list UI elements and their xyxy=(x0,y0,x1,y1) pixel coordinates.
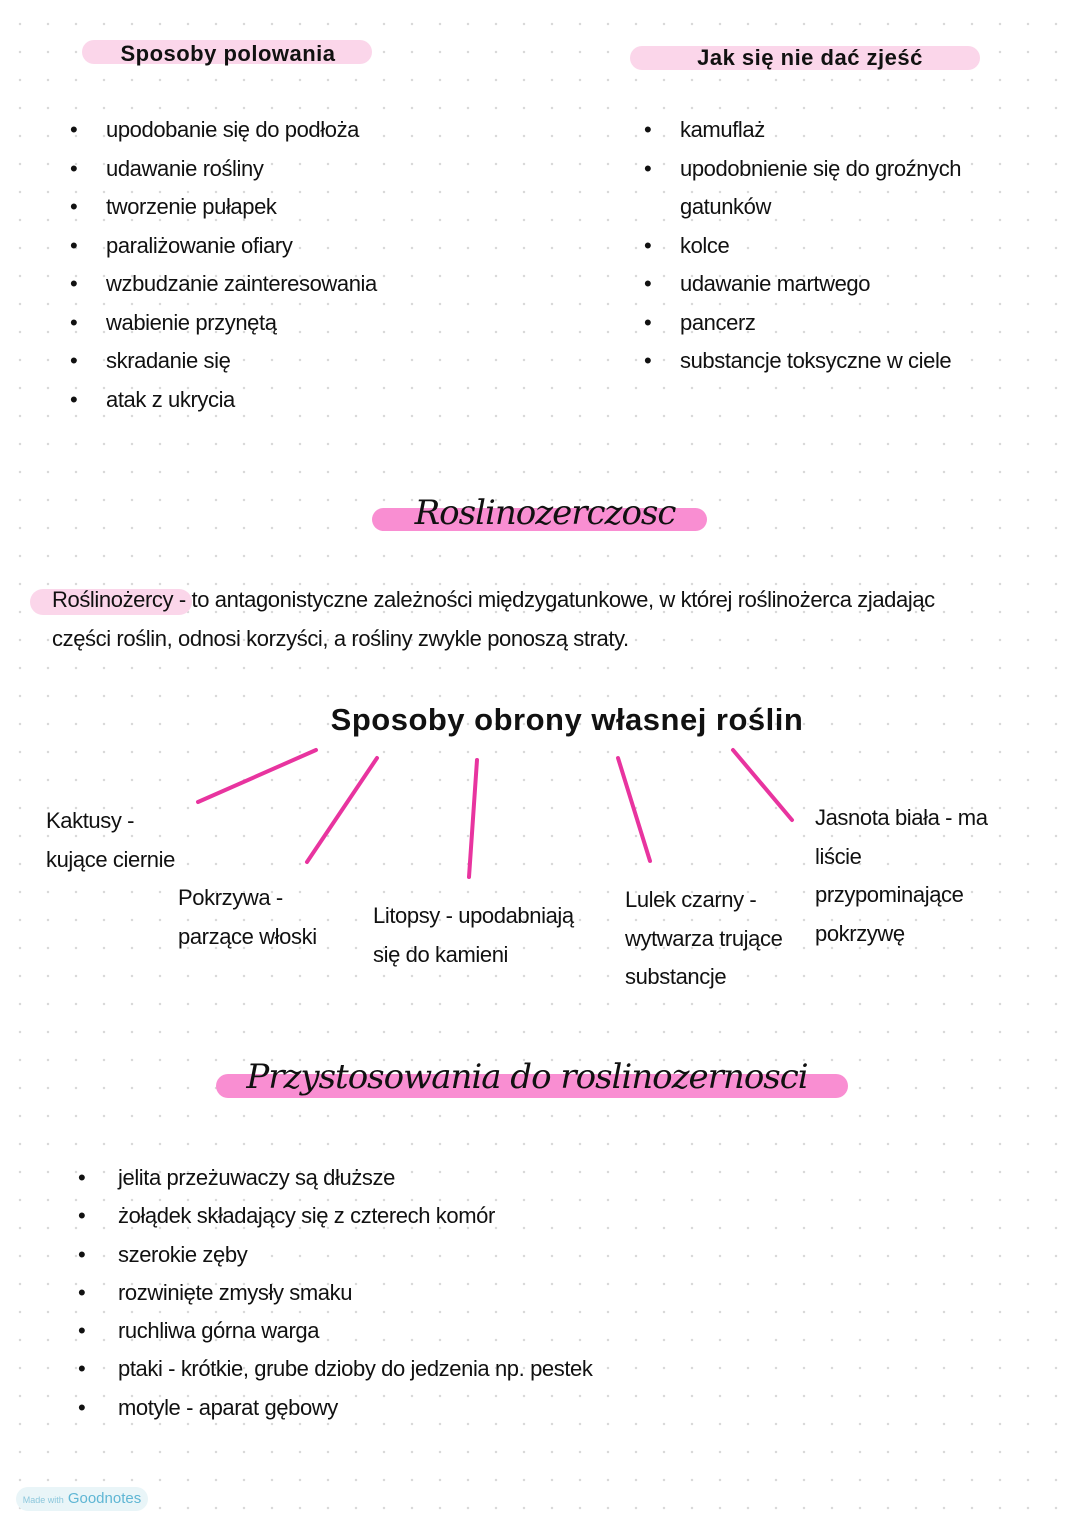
list-item: • jelita przeżuwaczy są dłuższe xyxy=(118,1159,593,1197)
list-item: • paraliżowanie ofiary xyxy=(106,227,377,266)
term: Roślinożercy xyxy=(52,587,174,612)
list-item: • kolce xyxy=(680,227,980,266)
bullet-icon: • xyxy=(70,348,78,373)
branch-line xyxy=(307,758,377,862)
bullet-icon: • xyxy=(70,309,78,335)
bullet-icon: • xyxy=(78,1356,86,1382)
list-item: • żołądek składający się z czterech komór xyxy=(118,1197,593,1235)
bullet-icon: • xyxy=(78,1241,86,1267)
bullet-icon: • xyxy=(70,155,78,181)
bullet-icon: • xyxy=(78,1203,86,1229)
branch-line xyxy=(198,750,316,802)
list-item: • udawanie rośliny xyxy=(106,150,377,189)
bullet-icon: • xyxy=(78,1279,86,1305)
defense-title: Jak się nie dać zjeść xyxy=(697,45,923,70)
bullet-icon: • xyxy=(644,117,652,142)
branch-kaktusy: Kaktusy - kujące ciernie xyxy=(46,808,175,872)
bullet-icon: • xyxy=(78,1318,86,1344)
list-item: • rozwinięte zmysły smaku xyxy=(118,1274,593,1312)
list-item: • substancje toksyczne w ciele xyxy=(680,342,980,381)
bullet-icon: • xyxy=(644,309,652,335)
list-item: • ruchliwa górna warga xyxy=(118,1312,593,1350)
list-item: • motyle - aparat gębowy xyxy=(118,1389,593,1427)
bullet-icon: • xyxy=(78,1394,86,1420)
branch-line xyxy=(618,758,650,861)
branch-line xyxy=(469,760,477,877)
branch-pokrzywa: Pokrzywa - parzące włoski xyxy=(178,885,317,949)
bullet-icon: • xyxy=(644,155,652,181)
branch-lulek: Lulek czarny - wytwarza trujące substancje xyxy=(625,887,783,989)
bullet-icon: • xyxy=(644,232,652,258)
hunting-title: Sposoby polowania xyxy=(120,41,336,66)
bullet-icon: • xyxy=(70,117,78,142)
list-item: • pancerz xyxy=(680,304,980,343)
adaptations-list xyxy=(78,1159,593,1427)
list-item: • upodobnienie się do groźnych gatunków xyxy=(680,150,980,227)
list-item: • kamuflaż xyxy=(680,111,980,150)
bullet-icon: • xyxy=(70,232,78,258)
bullet-icon: • xyxy=(78,1165,86,1190)
branch-litopsy: Litopsy - upodabniają się do kamieni xyxy=(373,903,574,967)
goodnotes-badge[interactable]: Made with Goodnotes xyxy=(16,1487,148,1511)
list-item: • atak z ukrycia xyxy=(106,381,377,420)
herbivory-title: Roslinozerczosc xyxy=(414,493,676,533)
list-item: • skradanie się xyxy=(106,342,377,381)
list-item: • ptaki - krótkie, grube dzioby do jedzenia np. pestek xyxy=(118,1350,593,1388)
bullet-icon: • xyxy=(644,271,652,296)
adaptations-title: Przystosowania do roslinozernosci xyxy=(246,1057,808,1097)
plant-defense-title: Sposoby obrony własnej roślin xyxy=(330,702,804,737)
list-item: • szerokie zęby xyxy=(118,1236,593,1274)
bullet-icon: • xyxy=(70,194,78,219)
list-item: • wabienie przynętą xyxy=(106,304,377,343)
branch-jasnota: Jasnota biała - ma liście przypominające pokrzywę xyxy=(815,805,988,946)
branch-line xyxy=(733,750,792,820)
bullet-icon: • xyxy=(70,271,78,296)
definition: Roślinożercy - to antagonistyczne zależności międzygatunkowe, w której roślinożerca zjadając części roślin, odnosi korzyści, a rośliny zwykle ponoszą straty. xyxy=(52,587,935,651)
list-item: • tworzenie pułapek xyxy=(106,188,377,227)
list-item: • wzbudzanie zainteresowania xyxy=(106,265,377,304)
list-item: • udawanie martwego xyxy=(680,265,980,304)
bullet-icon: • xyxy=(70,386,78,412)
bullet-icon: • xyxy=(644,348,652,373)
list-item: • upodobanie się do podłoża xyxy=(106,111,377,150)
